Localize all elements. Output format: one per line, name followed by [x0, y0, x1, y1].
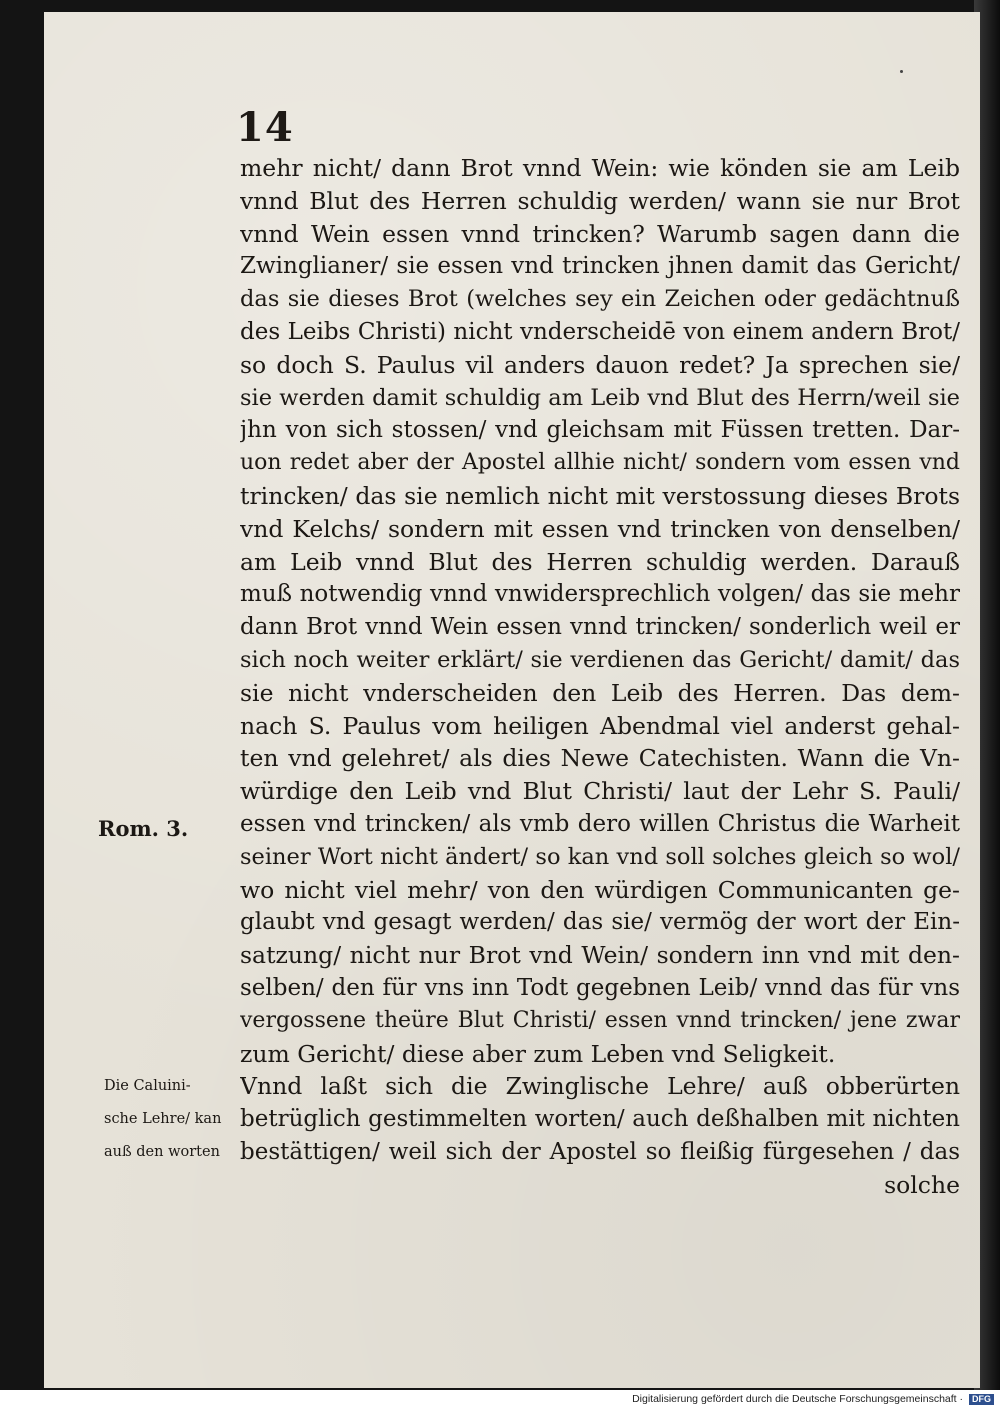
text-line: bestättigen/ weil sich der Apostel so fleißig fürgesehen / das: [240, 1138, 960, 1165]
text-line: jhn von sich stossen/ vnd gleichsam mit Füssen tretten. Dar-: [240, 417, 960, 444]
text-line: würdige den Leib vnd Blut Christi/ laut der Lehr S. Pauli/: [240, 777, 960, 806]
text-line: Zwinglianer/ sie essen vnd trincken jhnen damit das Gericht/: [240, 253, 960, 280]
dfg-logo: DFG: [969, 1394, 994, 1405]
text-line: vergossene theüre Blut Christi/ essen vnnd trincken/ jene zwar: [240, 1007, 960, 1033]
text-line: dann Brot vnnd Wein essen vnnd trincken/ sonderlich weil er: [240, 614, 960, 641]
text-line: vnnd Blut des Herren schuldig werden/ wann sie nur Brot: [240, 186, 960, 215]
text-line: trincken/ das sie nemlich nicht mit verstossung dieses Brots: [240, 481, 960, 510]
side-heading-line: sche Lehre/ kan: [104, 1111, 222, 1127]
text-line: Vnnd laßt sich die Zwinglische Lehre/ auß obberürten: [240, 1072, 960, 1101]
text-line: sie nicht vnderscheiden den Leib des Herren. Das dem-: [240, 678, 960, 707]
funding-credit: Digitalisierung gefördert durch die Deutsche Forschungsgemeinschaft ·: [632, 1393, 963, 1405]
text-line: nach S. Paulus vom heiligen Abendmal viel anderst gehal-: [240, 711, 960, 740]
text-line: seiner Wort nicht ändert/ so kan vnd soll solches gleich so wol/: [240, 843, 960, 870]
text-line: muß notwendig vnnd vnwidersprechlich volgen/ das sie mehr: [240, 581, 960, 608]
text-line: mehr nicht/ dann Brot vnnd Wein: wie könden sie am Leib: [240, 154, 960, 182]
text-line: satzung/ nicht nur Brot vnd Wein/ sondern inn vnd mit den-: [240, 941, 960, 970]
text-line: so doch S. Paulus vil anders dauon redet? Ja sprechen sie/: [240, 350, 960, 379]
text-line: uon redet aber der Apostel allhie nicht/ sondern vom essen vnd: [240, 450, 960, 476]
text-line: des Leibs Christi) nicht vnderscheidē von einem andern Brot/: [240, 318, 960, 345]
paragraph-end-line: zum Gericht/ diese aber zum Leben vnd Seligkeit.: [240, 1039, 836, 1068]
text-line: essen vnd trincken/ als vmb dero willen Christus die Warheit: [240, 810, 960, 837]
page-number: 14: [236, 104, 294, 151]
text-line: sie werden damit schuldig am Leib vnd Blut des Herrn/weil sie: [240, 384, 960, 411]
side-heading: [104, 1070, 264, 1169]
text-line: vnnd Wein essen vnnd trincken? Warumb sagen dann die: [240, 219, 960, 248]
text-line: am Leib vnnd Blut des Herren schuldig werden. Darauß: [240, 547, 960, 576]
text-line: ten vnd gelehret/ als dies Newe Catechisten. Wann die Vn-: [240, 744, 960, 773]
text-line: vnd Kelchs/ sondern mit essen vnd trincken von denselben/: [240, 514, 960, 543]
catchword: solche: [884, 1170, 960, 1199]
body-text: [240, 152, 960, 1202]
text-line: wo nicht viel mehr/ von den würdigen Communicanten ge-: [240, 875, 960, 904]
text-line: betrüglich gestimmelten worten/ auch deßhalben mit nichten: [240, 1106, 960, 1133]
text-line: das sie dieses Brot (welches sey ein Zeichen oder gedächtnuß: [240, 286, 960, 313]
margin-reference: Rom. 3.: [98, 816, 189, 841]
text-line: selben/ den für vns inn Todt gegebnen Leib/ vnnd das für vns: [240, 974, 960, 1001]
side-heading-line: auß den worten: [104, 1144, 220, 1160]
side-heading-line: Die Caluini-: [104, 1078, 191, 1094]
text-line: glaubt vnd gesagt werden/ das sie/ vermög der wort der Ein-: [240, 909, 960, 936]
text-line: sich noch weiter erklärt/ sie verdienen das Gericht/ damit/ das: [240, 646, 960, 673]
ink-speck: [900, 70, 903, 73]
footer-bar: [0, 1390, 1000, 1408]
